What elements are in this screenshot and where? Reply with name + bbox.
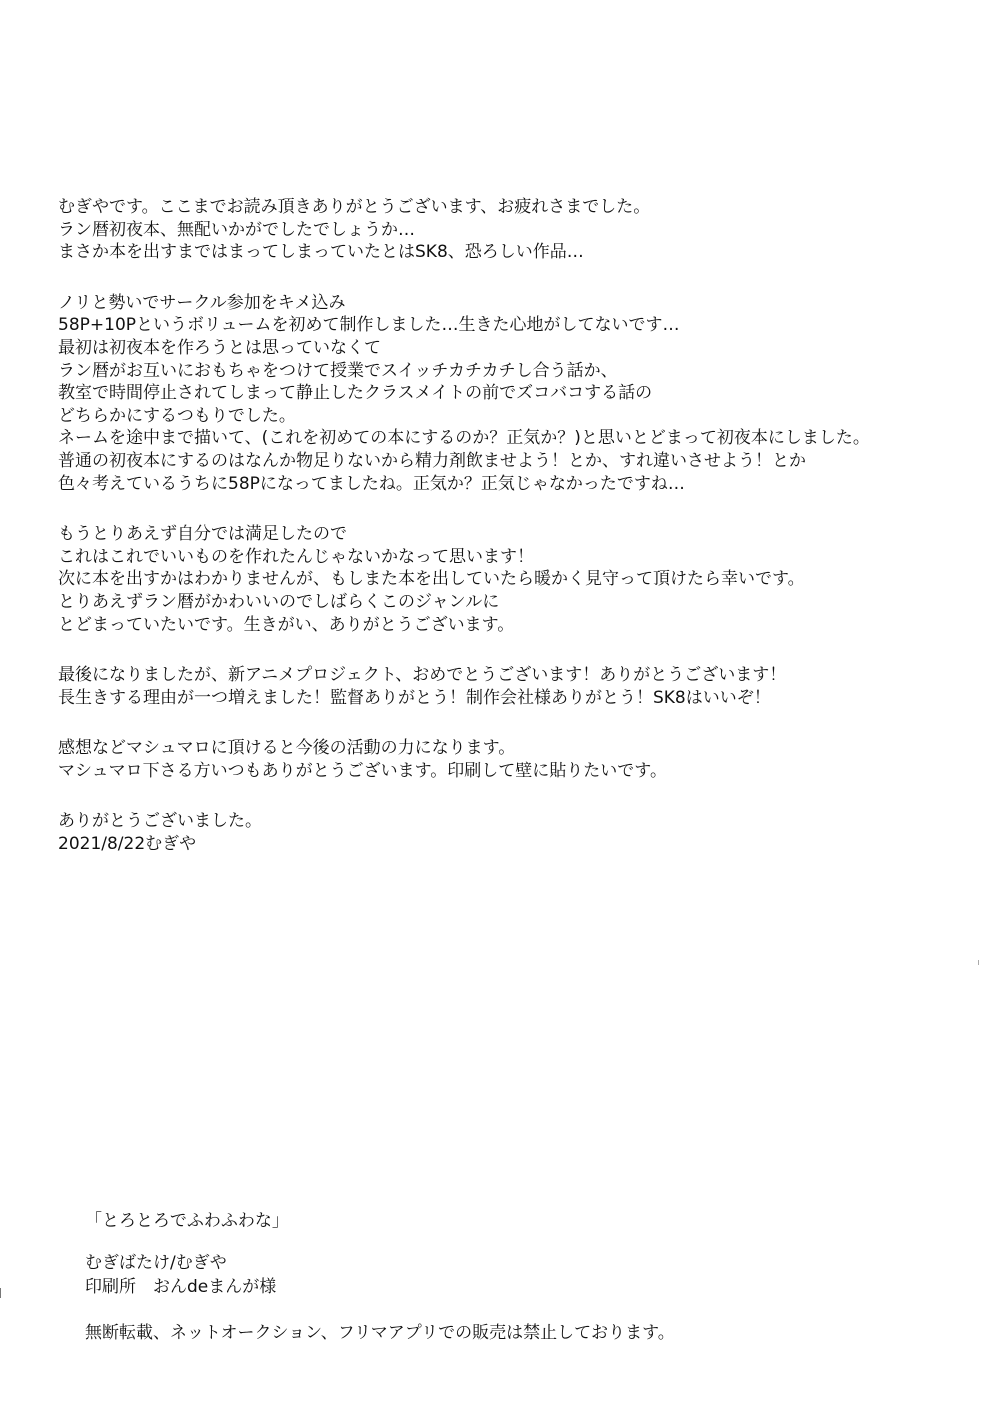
text-line: 最初は初夜本を作ろうとは思っていなくて bbox=[58, 337, 381, 358]
copyright-notice: 無断転載、ネットオークション、フリマアプリでの販売は禁止しております。 bbox=[85, 1323, 675, 1343]
text-line: 色々考えているうちに58Pになってましたね。正気か？正気じゃなかったですね… bbox=[58, 473, 685, 494]
text-line: ネームを途中まで描いて、(これを初めての本にするのか？正気か？)と思いとどまって初夜本にしました。 bbox=[58, 428, 870, 449]
afterword-paragraph-1 bbox=[58, 196, 968, 264]
afterword-text bbox=[58, 196, 968, 884]
signature-date: 2021/8/22むぎや bbox=[58, 834, 197, 855]
text-line: 普通の初夜本にするのはなんか物足りないから精力剤飲ませよう！とか、すれ違いさせよう！とか bbox=[58, 450, 806, 471]
text-line: 長生きする理由が一つ増えました！監督ありがとう！制作会社様ありがとう！SK8はいいぞ！ bbox=[58, 687, 771, 708]
text-line: とりあえずラン暦がかわいいのでしばらくこのジャンルに bbox=[58, 591, 500, 612]
scan-dust-mark bbox=[978, 960, 979, 965]
colophon bbox=[85, 1209, 965, 1345]
text-line: どちらかにするつもりでした。 bbox=[58, 405, 296, 426]
text-line: もうとりあえず自分では満足したので bbox=[58, 524, 347, 545]
text-line: ありがとうございました。 bbox=[58, 811, 262, 832]
text-line: 感想などマシュマロに頂けると今後の活動の力になります。 bbox=[58, 738, 516, 759]
afterword-paragraph-4 bbox=[58, 664, 968, 709]
text-line: まさか本を出すまではまってしまっていたとはSK8、恐ろしい作品… bbox=[58, 242, 584, 263]
text-line: マシュマロ下さる方いつもありがとうございます。印刷して壁に貼りたいです。 bbox=[58, 760, 667, 781]
text-line: 58P+10Pというボリュームを初めて制作しました…生きた心地がしてないです… bbox=[58, 315, 680, 336]
text-line: ラン暦初夜本、無配いかがでしたでしょうか… bbox=[58, 219, 415, 240]
printer-name: 印刷所 おんdeまんが様 bbox=[85, 1277, 277, 1297]
afterword-paragraph-5 bbox=[58, 737, 968, 782]
text-line: ノリと勢いでサークル参加をキメ込み bbox=[58, 292, 346, 313]
text-line: とどまっていたいです。生きがい、ありがとうございます。 bbox=[58, 614, 515, 635]
scan-edge-mark bbox=[0, 1288, 5, 1298]
afterword-paragraph-6 bbox=[58, 810, 968, 855]
text-line: 教室で時間停止されてしまって静止したクラスメイトの前でズコバコする話の bbox=[58, 383, 653, 404]
afterword-paragraph-3 bbox=[58, 523, 968, 636]
text-line: むぎやです。ここまでお読み頂きありがとうございます、お疲れさまでした。 bbox=[58, 197, 651, 217]
book-title: 「とろとろでふわふわな」 bbox=[85, 1211, 289, 1231]
text-line: ラン暦がお互いにおもちゃをつけて授業でスイッチカチカチし合う話か、 bbox=[58, 360, 618, 381]
text-line: これはこれでいいものを作れたんじゃないかなって思います！ bbox=[58, 546, 534, 567]
text-line: 次に本を出すかはわかりませんが、もしまた本を出していたら暖かく見守って頂けたら幸いです。 bbox=[58, 569, 805, 590]
text-line: 最後になりましたが、新アニメプロジェクト、おめでとうございます！ありがとうございます！ bbox=[58, 665, 787, 686]
circle-name: むぎばたけ/むぎや bbox=[85, 1253, 227, 1273]
afterword-paragraph-2 bbox=[58, 292, 968, 495]
